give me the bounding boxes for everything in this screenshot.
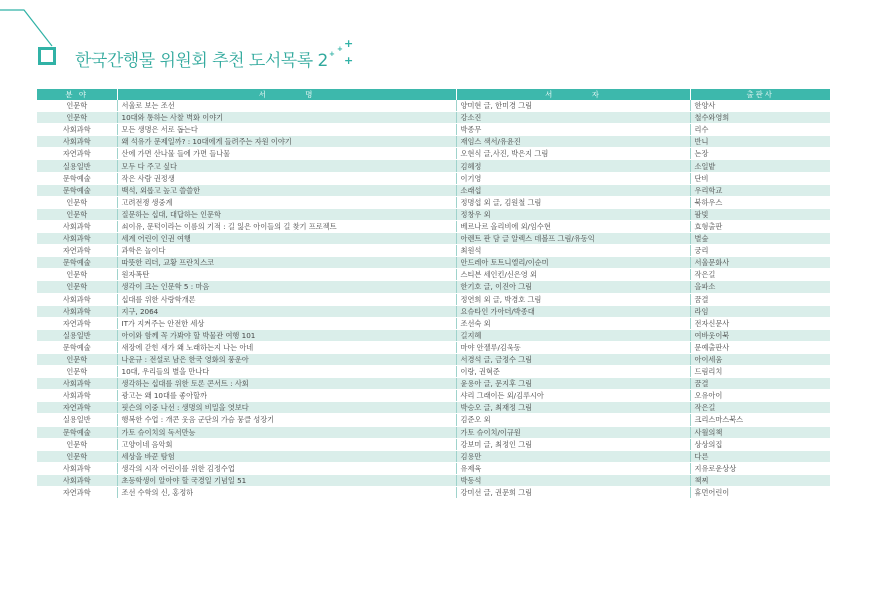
cell-title: 초등학생이 알아야 할 국경일 기념일 51 xyxy=(117,474,456,486)
cell-publisher: 작은길 xyxy=(690,269,830,281)
cell-category: 자연과학 xyxy=(37,317,117,329)
cell-category: 실용일반 xyxy=(37,160,117,172)
cell-category: 인문학 xyxy=(37,366,117,378)
cell-author: 강소진 xyxy=(456,112,690,124)
header-author: 서 자 xyxy=(456,89,690,100)
page-title: 한국간행물 위원회 추천 도서목록 2 xyxy=(75,51,328,71)
cell-title: 10대와 통하는 사찰 벽화 이야기 xyxy=(117,112,456,124)
table-row xyxy=(37,160,830,172)
cell-category: 사회과학 xyxy=(37,293,117,305)
cell-category: 문학예술 xyxy=(37,172,117,184)
table-row xyxy=(37,353,830,365)
cell-category: 실용일반 xyxy=(37,329,117,341)
cell-title: 쇠이유, 문턱이라는 이름의 기적 : 길 잃은 아이들의 길 찾기 프로젝트 xyxy=(117,220,456,232)
table-row xyxy=(37,462,830,474)
cell-title: 왜 석유가 문제일까? : 10대에게 들려주는 자원 이야기 xyxy=(117,136,456,148)
sparkle-icon: + xyxy=(329,50,335,58)
cell-category: 인문학 xyxy=(37,450,117,462)
cell-category: 인문학 xyxy=(37,438,117,450)
table-row xyxy=(37,245,830,257)
table-row xyxy=(37,317,830,329)
cell-title: 지구, 2064 xyxy=(117,305,456,317)
table-row xyxy=(37,390,830,402)
cell-author: 마야 안젤루/김욱동 xyxy=(456,341,690,353)
cell-title: 조선 수학의 신, 홍정하 xyxy=(117,487,456,499)
cell-publisher: 북하우스 xyxy=(690,196,830,208)
cell-category: 사회과학 xyxy=(37,390,117,402)
cell-title: 아이와 함께 꼭 가봐야 할 박물관 여행 101 xyxy=(117,329,456,341)
cell-category: 인문학 xyxy=(37,196,117,208)
table-row xyxy=(37,148,830,160)
cell-publisher: 드림리치 xyxy=(690,366,830,378)
cell-author: 강미선 글, 권문희 그림 xyxy=(456,487,690,499)
cell-category: 인문학 xyxy=(37,112,117,124)
cell-category: 사회과학 xyxy=(37,378,117,390)
cell-title: 과학은 놀이다 xyxy=(117,245,456,257)
cell-title: 10대, 우리들의 별을 만나다 xyxy=(117,366,456,378)
table-row xyxy=(37,233,830,245)
cell-publisher: 문예출판사 xyxy=(690,341,830,353)
cell-title: 광고는 왜 10대를 좋아할까 xyxy=(117,390,456,402)
cell-category: 사회과학 xyxy=(37,124,117,136)
cell-publisher: 궁리 xyxy=(690,245,830,257)
cell-publisher: 우리학교 xyxy=(690,184,830,196)
cell-publisher: 서울문화사 xyxy=(690,257,830,269)
table-row xyxy=(37,196,830,208)
table-row xyxy=(37,450,830,462)
table-row xyxy=(37,329,830,341)
cell-publisher: 리수 xyxy=(690,124,830,136)
cell-title: 모든 생명은 서로 돕는다 xyxy=(117,124,456,136)
cell-title: 원자폭탄 xyxy=(117,269,456,281)
table-row xyxy=(37,366,830,378)
cell-publisher: 단비 xyxy=(690,172,830,184)
cell-publisher: 오유아이 xyxy=(690,390,830,402)
cell-author: 이기영 xyxy=(456,172,690,184)
cell-category: 인문학 xyxy=(37,281,117,293)
cell-author: 박종무 xyxy=(456,124,690,136)
cell-publisher: 지유로운상상 xyxy=(690,462,830,474)
cell-category: 사회과학 xyxy=(37,136,117,148)
cell-author: 길지혜 xyxy=(456,329,690,341)
cell-title: 서울로 보는 조선 xyxy=(117,100,456,112)
cell-category: 인문학 xyxy=(37,100,117,112)
cell-publisher: 한양사 xyxy=(690,100,830,112)
cell-publisher: 소일밭 xyxy=(690,160,830,172)
table-row xyxy=(37,402,830,414)
cell-author: 스티븐 세인킨/신은영 외 xyxy=(456,269,690,281)
cell-category: 사회과학 xyxy=(37,233,117,245)
table-row xyxy=(37,100,830,112)
cell-publisher: 철수와영희 xyxy=(690,112,830,124)
cell-category: 문학예술 xyxy=(37,426,117,438)
cell-title: 모두 다 주고 싶다 xyxy=(117,160,456,172)
cell-category: 문학예술 xyxy=(37,341,117,353)
table-row xyxy=(37,112,830,124)
cell-category: 실용일반 xyxy=(37,414,117,426)
cell-author: 샤리 그래이든 외/김루시아 xyxy=(456,390,690,402)
cell-author: 서경석 글, 금정수 그림 xyxy=(456,353,690,365)
cell-publisher: 반니 xyxy=(690,136,830,148)
cell-author: 아렌트 판 담 글 알렉스 데볼프 그림/유동익 xyxy=(456,233,690,245)
table-row xyxy=(37,474,830,486)
cell-publisher: 다른 xyxy=(690,450,830,462)
table-header-row xyxy=(37,89,830,100)
table-row xyxy=(37,124,830,136)
table-row xyxy=(37,208,830,220)
table-row xyxy=(37,136,830,148)
cell-category: 인문학 xyxy=(37,269,117,281)
cell-publisher: 라임 xyxy=(690,305,830,317)
header-title: 서 명 xyxy=(117,89,456,100)
cell-publisher: 을파소 xyxy=(690,281,830,293)
table-row xyxy=(37,414,830,426)
cell-title: 새장에 갇힌 새가 왜 노래하는지 나는 아네 xyxy=(117,341,456,353)
cell-title: 고양이네 음악회 xyxy=(117,438,456,450)
cell-category: 사회과학 xyxy=(37,305,117,317)
table-row xyxy=(37,257,830,269)
table-row xyxy=(37,172,830,184)
cell-publisher: 휴먼어린이 xyxy=(690,487,830,499)
cell-author: 박승오 글, 최재정 그림 xyxy=(456,402,690,414)
cell-author: 베르나르 올리비에 외/임수현 xyxy=(456,220,690,232)
cell-category: 자연과학 xyxy=(37,148,117,160)
table-row xyxy=(37,269,830,281)
cell-category: 인문학 xyxy=(37,208,117,220)
cell-publisher: 별숲 xyxy=(690,233,830,245)
cell-author: 정명섭 외 글, 김원철 그림 xyxy=(456,196,690,208)
cell-author: 오현식 글,사진, 박은지 그림 xyxy=(456,148,690,160)
cell-publisher: 크리스마스북스 xyxy=(690,414,830,426)
header-category: 분 야 xyxy=(37,89,117,100)
cell-category: 문학예술 xyxy=(37,257,117,269)
sparkle-icon: + xyxy=(344,37,354,50)
cell-publisher: 꿈결 xyxy=(690,293,830,305)
cell-title: 백석, 외롭고 높고 쓸쓸한 xyxy=(117,184,456,196)
cell-category: 사회과학 xyxy=(37,462,117,474)
cell-publisher: 작은길 xyxy=(690,402,830,414)
cell-publisher: 책찌 xyxy=(690,474,830,486)
cell-category: 사회과학 xyxy=(37,220,117,232)
book-list-table xyxy=(37,89,830,499)
table-row xyxy=(37,293,830,305)
table-row xyxy=(37,378,830,390)
cell-title: 핏슨의 이중 나선 : 생명의 비밀을 엿보다 xyxy=(117,402,456,414)
cell-publisher: 효형출판 xyxy=(690,220,830,232)
cell-publisher: 사월의책 xyxy=(690,426,830,438)
cell-category: 자연과학 xyxy=(37,402,117,414)
cell-author: 양미현 글, 한미경 그림 xyxy=(456,100,690,112)
cell-author: 정창우 외 xyxy=(456,208,690,220)
cell-author: 소래섭 xyxy=(456,184,690,196)
cell-author: 강보미 글, 최정인 그림 xyxy=(456,438,690,450)
cell-title: 가토 슈이치의 독서만능 xyxy=(117,426,456,438)
cell-author: 안드레아 토트니엘리/이순미 xyxy=(456,257,690,269)
cell-title: 생각이 크는 인문학 5 : 마음 xyxy=(117,281,456,293)
cell-title: 따뜻한 리더, 교황 프란치스코 xyxy=(117,257,456,269)
cell-author: 김용만 xyxy=(456,450,690,462)
cell-author: 유제육 xyxy=(456,462,690,474)
sparkle-icon: + xyxy=(344,54,354,67)
cell-title: 고려전쟁 생중계 xyxy=(117,196,456,208)
cell-category: 문학예술 xyxy=(37,184,117,196)
page-header xyxy=(0,0,870,86)
cell-publisher: 여바웃이북 xyxy=(690,329,830,341)
cell-author: 요슈타인 가아더/박종대 xyxy=(456,305,690,317)
cell-title: 작은 사람 권정생 xyxy=(117,172,456,184)
table-row xyxy=(37,184,830,196)
cell-title: 행복한 수업 : 개콘 웃음 군단의 가슴 뭉클 성장기 xyxy=(117,414,456,426)
cell-category: 인문학 xyxy=(37,353,117,365)
cell-publisher: 팜빛 xyxy=(690,208,830,220)
cell-author: 이랑, 권혁준 xyxy=(456,366,690,378)
cell-category: 자연과학 xyxy=(37,245,117,257)
title-square-icon xyxy=(38,47,56,65)
cell-title: 나운규 : 전설로 남은 한국 영화의 풍운아 xyxy=(117,353,456,365)
cell-publisher: 상상의집 xyxy=(690,438,830,450)
cell-title: IT가 지켜주는 안전한 세상 xyxy=(117,317,456,329)
cell-author: 윤용아 글, 문지후 그림 xyxy=(456,378,690,390)
cell-title: 세계 어린이 인권 여행 xyxy=(117,233,456,245)
cell-publisher: 전자신문사 xyxy=(690,317,830,329)
cell-title: 세상을 바꾼 탐험 xyxy=(117,450,456,462)
cell-publisher: 꿈결 xyxy=(690,378,830,390)
table-row xyxy=(37,426,830,438)
cell-title: 산에 가면 산나물 들에 가면 들나물 xyxy=(117,148,456,160)
sparkle-icon: + xyxy=(337,45,343,53)
cell-title: 질문하는 십대, 대답하는 인문학 xyxy=(117,208,456,220)
table-row xyxy=(37,305,830,317)
header-publisher: 출판사 xyxy=(690,89,830,100)
cell-publisher: 아이세움 xyxy=(690,353,830,365)
cell-category: 자연과학 xyxy=(37,487,117,499)
cell-author: 가토 슈이치/이규원 xyxy=(456,426,690,438)
cell-category: 사회과학 xyxy=(37,474,117,486)
cell-author: 박동석 xyxy=(456,474,690,486)
cell-author: 최원석 xyxy=(456,245,690,257)
table-row xyxy=(37,438,830,450)
cell-title: 생각의 시작 어린이를 위한 김정수업 xyxy=(117,462,456,474)
table-row xyxy=(37,487,830,499)
table-row xyxy=(37,220,830,232)
cell-author: 재임스 색서/유윤진 xyxy=(456,136,690,148)
table-row xyxy=(37,281,830,293)
table-row xyxy=(37,341,830,353)
cell-author: 김준오 외 xyxy=(456,414,690,426)
cell-author: 한기호 글, 이진아 그림 xyxy=(456,281,690,293)
cell-author: 정연희 외 글, 박경호 그림 xyxy=(456,293,690,305)
cell-author: 조선숙 외 xyxy=(456,317,690,329)
cell-author: 김혜정 xyxy=(456,160,690,172)
cell-publisher: 논장 xyxy=(690,148,830,160)
cell-title: 십대를 위한 사랑학개론 xyxy=(117,293,456,305)
cell-title: 생각하는 십대를 위한 토론 콘서트 : 사회 xyxy=(117,378,456,390)
